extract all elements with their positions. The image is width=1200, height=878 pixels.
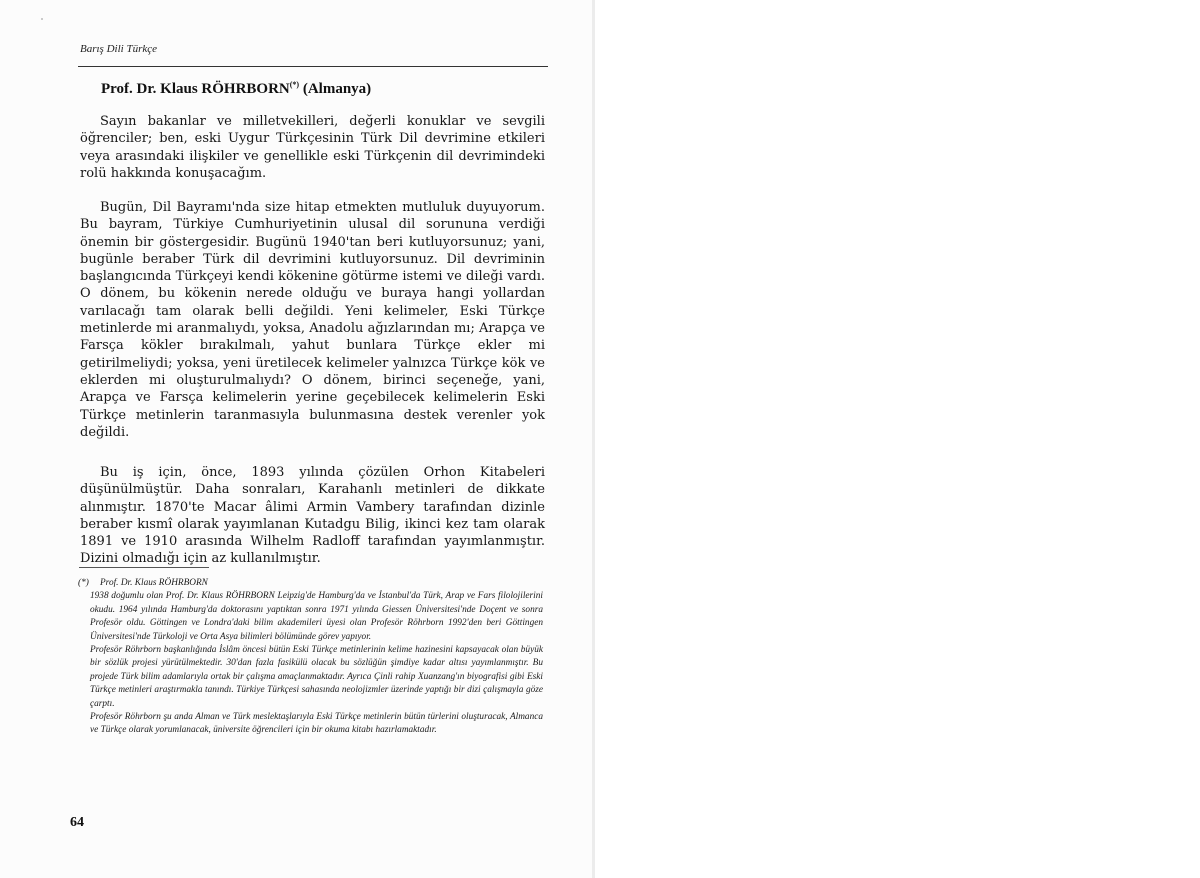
- footnote-paragraph-1: 1938 doğumlu olan Prof. Dr. Klaus RÖHRBORN Leipzig'de Hamburg'da ve İstanbul'da Türk, Arap ve Fars filolojilerini okudu. 1964 yılında Hamburg'da doktorasını yaptıktan sonra 1971 yılında Giessen Üniversitesi'nde Doçent ve sonra Profesör oldu. Göttingen ve Londra'daki bilim akademileri üyesi olan Profesör Röhrborn 1992'den beri Göttingen Üniversitesi'nde Türkoloji ve Orta Asya bilimleri bölümünde görev yapıyor.: [90, 591, 543, 642]
- author-country: (Almanya): [302, 81, 372, 97]
- footnote-mark: (*): [78, 578, 89, 588]
- body-paragraph-1: Sayın bakanlar ve milletvekilleri, değerli konuklar ve sevgili öğrenciler; ben, eski Uygur Türkçesinin Türk Dil devrimine etkileri veya arasındaki ilişkiler ve genellikle eski Türkçenin dil devrimindeki rolü hakkında konuşacağım.: [80, 114, 545, 181]
- body-paragraph-2: Bugün, Dil Bayramı'nda size hitap etmekten mutluluk duyuyorum. Bu bayram, Türkiye Cumhuriyetinin ulusal dil sorununa verdiği önemin bir göstergesidir. Bugünü 1940'tan beri kutluyorsunuz; yani, bugünle beraber Türk dil devrimini kutluyorsunuz. Dil devriminin başlangıcında Türkçeyi kendi kökenine götürme istemi ve dileği vardı. O dönem, bu kökenin nerede olduğu ve buraya hangi yollardan varılacağı tam olarak belli değildi. Yeni kelimeler, Eski Türkçe metinlerde mi aranmalıydı, yoksa, Anadolu ağızlarından mı; Arapça ve Farsça kökler bırakılmalı, yahut bunlara Türkçe ekler mi getirilmeliydi; yoksa, yeni üretilecek kelimeler yalnızca Türkçe kök ve eklerden mi oluşturulmalıydı? O dönem, birinci seçeneğe, yani, Arapça ve Farsça kelimelerin yerine geçebilecek kelimelerin Eski Türkçe metinlerin taranmasıyla bulunmasına destek verenler yok değildi.: [80, 200, 545, 440]
- footnote-reference: (*): [289, 80, 300, 89]
- page-number: 64: [70, 815, 84, 830]
- footnote-rule: [79, 567, 209, 568]
- author-name: Prof. Dr. Klaus RÖHRBORN: [101, 81, 290, 97]
- article-title: [101, 80, 371, 98]
- page-edge: [592, 0, 595, 878]
- footnote-paragraph-2: Profesör Röhrborn başkanlığında İslâm öncesi bütün Eski Türkçe metinlerinin kelime hazinesini kapsayacak olan büyük bir sözlük projesi yürütülmektedir. 30'dan fazla fasikülü olacak bu sözlüğün şimdiye kadar altısı yayımlanmıştır. Bu projede Türk bilim adamlarıyla ortak bir çalışma amaçlanmaktadır. Ayrıca Çinli rahip Xuanzang'ın biyografisi gibi Eski Türkçe metinleri araştırmakla tanındı. Türkiye Türkçesi sahasında neolojizmler üzerinde yaptığı bir dizi çalışmayla göze çarptı.: [90, 645, 543, 709]
- body-paragraph-3: Bu iş için, önce, 1893 yılında çözülen Orhon Kitabeleri düşünülmüştür. Daha sonraları, Karahanlı metinleri de dikkate alınmıştır. 1870'te Macar âlimi Armin Vambery tarafından dizinle beraber kısmî olarak yayımlanan Kutadgu Bilig, ikinci kez tam olarak 1891 ve 1910 arasında Wilhelm Radloff tarafından yayımlanmıştır. Dizini olmadığı için az kullanılmıştır.: [80, 465, 545, 567]
- running-head: Barış Dili Türkçe: [80, 43, 157, 55]
- header-rule: [78, 66, 548, 67]
- footnote-heading: [78, 577, 543, 590]
- scan-speck: [41, 18, 43, 20]
- footnote-name: Prof. Dr. Klaus RÖHRBORN: [100, 578, 208, 588]
- footnote: [78, 577, 543, 738]
- footnote-paragraph-3: Profesör Röhrborn şu anda Alman ve Türk meslektaşlarıyla Eski Türkçe metinlerin bütün türlerini oluşturacak, Almanca ve Türkçe olarak yorumlanacak, üniversite öğrencileri için bir okuma kitabı hazırlamaktadır.: [90, 712, 543, 736]
- book-page: [0, 0, 592, 878]
